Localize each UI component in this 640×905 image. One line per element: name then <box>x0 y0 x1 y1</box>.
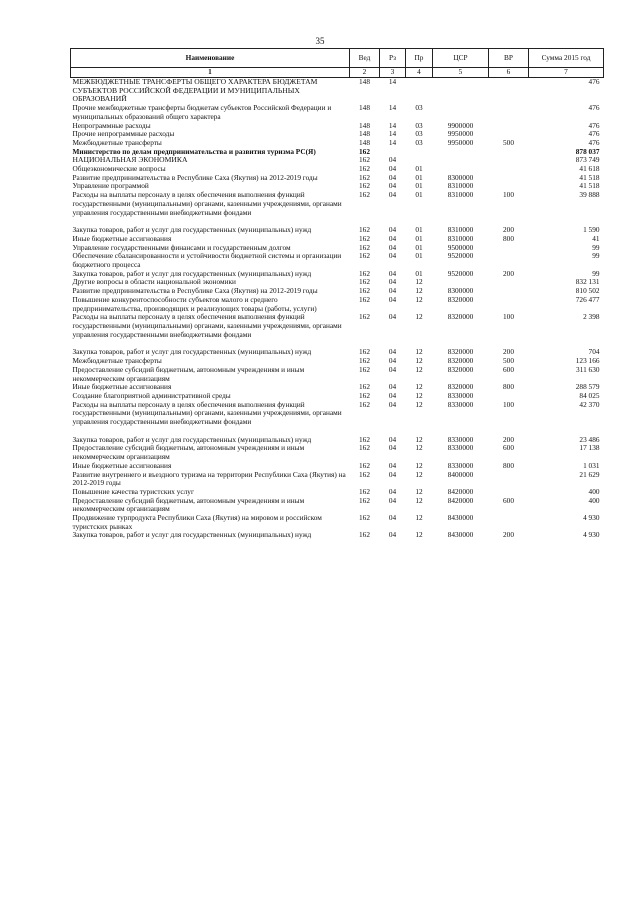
row-vr: 100 <box>503 312 514 322</box>
row-name: Общеэкономические вопросы <box>72 164 166 174</box>
row-vr: 200 <box>503 225 514 235</box>
row-sum: 1 590 <box>583 225 600 235</box>
row-name: Продвижение турпродукта Республики Саха (Якутия) на мировом и российском туристских рынках <box>72 513 322 531</box>
row-csr: 8330000 <box>447 390 474 400</box>
row-ved: 162 <box>359 277 370 287</box>
row-pr: 12 <box>415 486 423 496</box>
row-sum: 476 <box>588 120 600 130</box>
row-name: Повышение конкурентоспособности субъектов малого и среднего предпринимательства, производящих и реализующих товары (работы, услуги) <box>72 294 317 313</box>
row-pr: 01 <box>415 268 423 278</box>
row-name: Закупка товаров, работ и услуг для государственных (муниципальных) нужд <box>72 268 312 278</box>
row-vr: 500 <box>503 137 514 147</box>
header-vr: ВР <box>489 49 529 68</box>
row-pr: 01 <box>415 190 423 200</box>
row-ved: 162 <box>359 233 370 243</box>
row-rz: 14 <box>388 137 397 147</box>
column-number: 4 <box>406 68 433 78</box>
row-vr: 600 <box>503 443 514 453</box>
row-pr <box>406 78 433 105</box>
row-name: Непрограммные расходы <box>72 120 151 130</box>
row-csr: 8320000 <box>447 382 474 392</box>
row-name: Прочие непрограммные расходы <box>72 129 175 139</box>
row-csr: 8320000 <box>447 347 474 357</box>
row-csr <box>433 148 489 157</box>
row-rz: 04 <box>388 225 397 235</box>
row-ved: 162 <box>359 155 370 165</box>
row-vr <box>489 122 529 131</box>
row-pr: 01 <box>415 172 423 182</box>
row-pr: 12 <box>415 364 423 374</box>
row-rz: 04 <box>388 242 397 252</box>
row-pr <box>406 148 433 157</box>
column-number: 6 <box>489 68 529 78</box>
row-pr: 01 <box>415 181 423 191</box>
row-csr: 8330000 <box>447 434 474 444</box>
row-vr: 800 <box>503 382 514 392</box>
row-rz: 04 <box>388 268 397 278</box>
row-vr: 200 <box>503 268 514 278</box>
row-pr: 03 <box>415 103 423 113</box>
row-pr: 12 <box>415 530 423 540</box>
table-row <box>71 514 604 531</box>
row-name: Межбюджетные трансферты <box>72 356 162 366</box>
row-rz: 04 <box>388 434 397 444</box>
table-body <box>71 78 604 541</box>
row-vr: 600 <box>503 495 514 505</box>
row-rz: 14 <box>388 120 397 130</box>
row-pr: 12 <box>415 294 423 304</box>
row-csr <box>433 104 489 121</box>
row-sum: 123 166 <box>575 356 600 366</box>
row-csr: 8330000 <box>447 399 474 409</box>
row-pr: 12 <box>415 434 423 444</box>
row-csr: 8420000 <box>447 486 474 496</box>
row-ved: 162 <box>359 181 370 191</box>
row-vr <box>489 156 529 165</box>
header-rz: Рз <box>380 49 406 68</box>
row-vr <box>489 287 529 296</box>
row-sum: 476 <box>588 77 600 86</box>
row-sum: 41 518 <box>579 181 600 191</box>
row-ved: 148 <box>359 103 370 113</box>
row-pr: 12 <box>415 460 423 470</box>
row-pr: 03 <box>415 120 423 130</box>
row-name: МЕЖБЮДЖЕТНЫЕ ТРАНСФЕРТЫ ОБЩЕГО ХАРАКТЕРА БЮДЖЕТАМ СУБЪЕКТОВ РОССИЙСКОЙ ФЕДЕРАЦИИ И МУНИЦИПАЛЬНЫХ ОБРАЗОВАНИЙ <box>72 77 318 104</box>
budget-table <box>70 48 604 540</box>
row-name: Закупка товаров, работ и услуг для государственных (муниципальных) нужд <box>72 347 312 357</box>
row-rz: 04 <box>388 390 397 400</box>
row-pr: 01 <box>415 242 423 252</box>
row-pr: 12 <box>415 286 423 296</box>
row-ved: 162 <box>359 190 370 200</box>
row-vr: 800 <box>503 460 514 470</box>
row-vr: 200 <box>503 530 514 540</box>
row-rz: 04 <box>388 190 397 200</box>
row-sum: 99 <box>592 251 600 261</box>
row-sum: 400 <box>588 486 600 496</box>
row-pr: 12 <box>415 390 423 400</box>
row-rz: 04 <box>388 277 397 287</box>
row-name: Иные бюджетные ассигнования <box>72 233 172 243</box>
row-name: Развитие предпринимательства в Республике Саха (Якутия) на 2012-2019 годы <box>72 286 318 296</box>
row-vr <box>489 471 529 488</box>
row-pr: 01 <box>415 233 423 243</box>
row-sum: 476 <box>588 129 600 139</box>
row-csr: 9900000 <box>447 120 474 130</box>
row-name: Создание благоприятной административной среды <box>72 390 231 400</box>
row-csr: 9520000 <box>447 268 474 278</box>
row-csr: 8310000 <box>447 181 474 191</box>
row-rz: 04 <box>388 233 397 243</box>
row-csr: 8310000 <box>447 190 474 200</box>
row-name: Управление государственными финансами и государственным долгом <box>72 242 291 252</box>
row-ved: 162 <box>359 146 370 156</box>
row-vr <box>489 78 529 105</box>
row-ved: 162 <box>359 312 370 322</box>
row-csr: 8330000 <box>447 460 474 470</box>
table-row <box>71 252 604 269</box>
row-ved: 162 <box>359 513 370 523</box>
row-sum: 2 398 <box>583 312 600 322</box>
row-sum: 311 630 <box>576 364 600 374</box>
row-rz: 04 <box>388 312 397 322</box>
row-sum: 84 025 <box>579 390 600 400</box>
row-vr: 100 <box>503 190 514 200</box>
row-rz: 04 <box>388 164 397 174</box>
row-sum: 726 477 <box>575 294 600 304</box>
row-vr <box>489 174 529 183</box>
row-ved: 162 <box>359 434 370 444</box>
row-ved: 162 <box>359 364 370 374</box>
header-row <box>71 49 604 68</box>
row-sum: 288 579 <box>575 382 600 392</box>
row-vr <box>489 104 529 121</box>
row-pr: 03 <box>415 129 423 139</box>
header-sum: Сумма 2015 год <box>529 49 604 68</box>
row-ved: 162 <box>359 390 370 400</box>
row-csr: 8320000 <box>447 364 474 374</box>
row-ved: 148 <box>359 137 370 147</box>
row-pr: 12 <box>415 382 423 392</box>
row-name: Закупка товаров, работ и услуг для государственных (муниципальных) нужд <box>72 225 312 235</box>
row-pr: 12 <box>415 399 423 409</box>
row-sum: 41 <box>592 233 600 243</box>
table-row <box>71 313 604 348</box>
row-pr: 12 <box>415 513 423 523</box>
row-sum: 873 749 <box>575 155 600 165</box>
row-ved: 162 <box>359 530 370 540</box>
row-csr: 8430000 <box>447 530 474 540</box>
table-row <box>71 296 604 313</box>
row-ved: 162 <box>359 225 370 235</box>
row-sum: 42 370 <box>579 399 600 409</box>
row-csr: 8310000 <box>447 225 474 235</box>
table-row <box>71 78 604 105</box>
row-rz: 04 <box>388 356 397 366</box>
row-rz: 04 <box>388 294 397 304</box>
row-csr: 8430000 <box>447 513 474 523</box>
row-ved: 162 <box>359 286 370 296</box>
row-ved: 162 <box>359 251 370 261</box>
column-number: 5 <box>433 68 489 78</box>
header-name: Наименование <box>71 49 350 68</box>
header-pr: Пр <box>406 49 433 68</box>
row-name: Расходы на выплаты персоналу в целях обеспечения выполнения функций государственными (муниципальными) органами, казенными учреждениями, органами управления государственными внебюджетными фондами <box>72 190 342 217</box>
row-name: Расходы на выплаты персоналу в целях обеспечения выполнения функций государственными (муниципальными) органами, казенными учреждениями, органами управления государственными внебюджетными фондами <box>72 312 342 339</box>
row-vr <box>489 514 529 531</box>
row-sum: 21 629 <box>579 469 600 479</box>
row-sum: 400 <box>588 495 600 505</box>
table-row <box>71 174 604 183</box>
row-name: Закупка товаров, работ и услуг для государственных (муниципальных) нужд <box>72 434 312 444</box>
table-row <box>71 401 604 436</box>
row-csr: 8320000 <box>447 294 474 304</box>
row-name: Иные бюджетные ассигнования <box>72 382 172 392</box>
row-ved: 162 <box>359 460 370 470</box>
row-ved: 162 <box>359 356 370 366</box>
row-pr: 12 <box>415 443 423 453</box>
row-rz: 04 <box>388 530 397 540</box>
row-rz: 04 <box>388 155 397 165</box>
column-number-row <box>71 68 604 78</box>
row-sum: 476 <box>588 137 600 147</box>
row-sum: 832 131 <box>575 277 600 287</box>
row-name: Другие вопросы в области национальной экономики <box>72 277 236 287</box>
row-ved: 162 <box>359 294 370 304</box>
row-name: Межбюджетные трансферты <box>72 137 162 147</box>
row-rz: 04 <box>388 181 397 191</box>
row-csr: 8300000 <box>447 172 474 182</box>
row-rz: 04 <box>388 251 397 261</box>
row-name: Предоставление субсидий бюджетным, автономным учреждениям и иным некоммерческим организациям <box>72 495 305 514</box>
row-ved: 162 <box>359 486 370 496</box>
header-ved: Вед <box>350 49 380 68</box>
row-pr: 12 <box>415 356 423 366</box>
row-rz: 04 <box>388 495 397 505</box>
row-sum: 39 888 <box>579 190 600 200</box>
row-name: Повышение качества туристских услуг <box>72 486 194 496</box>
row-sum: 878 037 <box>575 146 600 156</box>
row-rz: 04 <box>388 399 397 409</box>
row-name: Закупка товаров, работ и услуг для государственных (муниципальных) нужд <box>72 530 312 540</box>
row-ved: 162 <box>359 469 370 479</box>
column-number: 3 <box>380 68 406 78</box>
row-pr: 01 <box>415 251 423 261</box>
row-sum: 41 518 <box>579 172 600 182</box>
row-vr: 200 <box>503 434 514 444</box>
row-vr <box>489 244 529 253</box>
row-pr: 12 <box>415 277 423 287</box>
row-sum: 1 031 <box>583 460 600 470</box>
row-name: Прочие межбюджетные трансферты бюджетам субъектов Российской Федерации и муниципальных образований общего характера <box>72 103 332 121</box>
row-name: Расходы на выплаты персоналу в целях обеспечения выполнения функций государственными (муниципальными) органами, казенными учреждениями, органами управления государственными внебюджетными фондами <box>72 399 342 427</box>
row-vr <box>489 252 529 269</box>
row-name: Развитие предпринимательства в Республике Саха (Якутия) на 2012-2019 годы <box>72 172 318 182</box>
row-vr: 800 <box>503 233 514 243</box>
row-name: Управление программой <box>72 181 149 191</box>
row-pr: 12 <box>415 347 423 357</box>
row-name: Развитие внутреннего и въездного туризма на территории Республики Саха (Якутия) на 2012-2019 годы <box>72 469 346 488</box>
row-rz: 14 <box>388 77 397 86</box>
row-ved: 162 <box>359 495 370 505</box>
row-ved: 162 <box>359 164 370 174</box>
row-vr: 100 <box>503 399 514 409</box>
row-sum: 704 <box>588 347 600 357</box>
row-ved: 162 <box>359 347 370 357</box>
row-csr: 8310000 <box>447 233 474 243</box>
row-name: Министерство по делам предпринимательства и развития туризма РС(Я) <box>72 146 316 156</box>
table-row <box>71 366 604 383</box>
row-rz: 04 <box>388 172 397 182</box>
row-vr <box>489 278 529 287</box>
table-row <box>71 531 604 540</box>
row-csr: 9520000 <box>447 251 474 261</box>
row-csr: 8420000 <box>447 495 474 505</box>
row-vr: 600 <box>503 364 514 374</box>
row-pr: 12 <box>415 312 423 322</box>
row-pr: 01 <box>415 164 423 174</box>
row-csr: 9500000 <box>447 242 474 252</box>
header-csr: ЦСР <box>433 49 489 68</box>
row-name: Обеспечение сбалансированности и устойчивости бюджетной системы и организации бюджетного процесса <box>72 251 342 270</box>
table-row <box>71 497 604 514</box>
row-rz: 04 <box>388 469 397 479</box>
row-csr: 8300000 <box>447 286 474 296</box>
row-csr: 9950000 <box>447 129 474 139</box>
row-ved: 148 <box>359 120 370 130</box>
row-pr: 01 <box>415 225 423 235</box>
row-name: Предоставление субсидий бюджетным, автономным учреждениям и иным некоммерческим организациям <box>72 443 305 462</box>
row-pr: 12 <box>415 469 423 479</box>
row-rz: 04 <box>388 486 397 496</box>
row-sum: 99 <box>592 268 600 278</box>
column-number: 7 <box>529 68 604 78</box>
row-name: НАЦИОНАЛЬНАЯ ЭКОНОМИКА <box>72 155 188 165</box>
row-ved: 162 <box>359 172 370 182</box>
row-ved: 162 <box>359 399 370 409</box>
row-vr <box>489 165 529 174</box>
row-pr: 12 <box>415 495 423 505</box>
row-ved: 162 <box>359 268 370 278</box>
row-rz: 04 <box>388 382 397 392</box>
row-csr: 8330000 <box>447 443 474 453</box>
row-sum: 4 930 <box>583 513 600 523</box>
row-ved: 148 <box>359 129 370 139</box>
table-row <box>71 444 604 461</box>
row-pr: 03 <box>415 137 423 147</box>
row-csr: 8320000 <box>447 312 474 322</box>
row-sum: 17 138 <box>579 443 600 453</box>
row-sum: 99 <box>592 242 600 252</box>
row-sum: 41 618 <box>579 164 600 174</box>
row-sum: 810 502 <box>575 286 600 296</box>
row-rz: 14 <box>388 129 397 139</box>
column-number: 1 <box>71 68 350 78</box>
row-rz: 04 <box>388 347 397 357</box>
row-csr <box>433 78 489 105</box>
row-csr <box>433 156 489 165</box>
table-row <box>71 104 604 121</box>
row-ved: 162 <box>359 242 370 252</box>
row-rz: 04 <box>388 443 397 453</box>
row-rz: 14 <box>388 103 397 113</box>
row-ved: 162 <box>359 443 370 453</box>
row-ved: 162 <box>359 382 370 392</box>
row-rz: 04 <box>388 513 397 523</box>
row-rz: 04 <box>388 286 397 296</box>
row-rz: 04 <box>388 364 397 374</box>
table-row <box>71 191 604 226</box>
row-csr: 8400000 <box>447 469 474 479</box>
row-name: Иные бюджетные ассигнования <box>72 460 172 470</box>
row-ved: 148 <box>359 77 370 86</box>
row-sum: 476 <box>588 103 600 113</box>
table-row <box>71 471 604 488</box>
row-vr <box>489 148 529 157</box>
row-vr: 200 <box>503 347 514 357</box>
row-sum: 4 930 <box>583 530 600 540</box>
row-csr: 8320000 <box>447 356 474 366</box>
row-csr: 9950000 <box>447 137 474 147</box>
row-rz: 04 <box>388 460 397 470</box>
row-vr: 500 <box>503 356 514 366</box>
row-vr <box>489 296 529 313</box>
row-name: Предоставление субсидий бюджетным, автономным учреждениям и иным некоммерческим организациям <box>72 364 305 383</box>
page-number: 35 <box>315 36 325 46</box>
column-number: 2 <box>350 68 380 78</box>
row-sum: 23 486 <box>579 434 600 444</box>
